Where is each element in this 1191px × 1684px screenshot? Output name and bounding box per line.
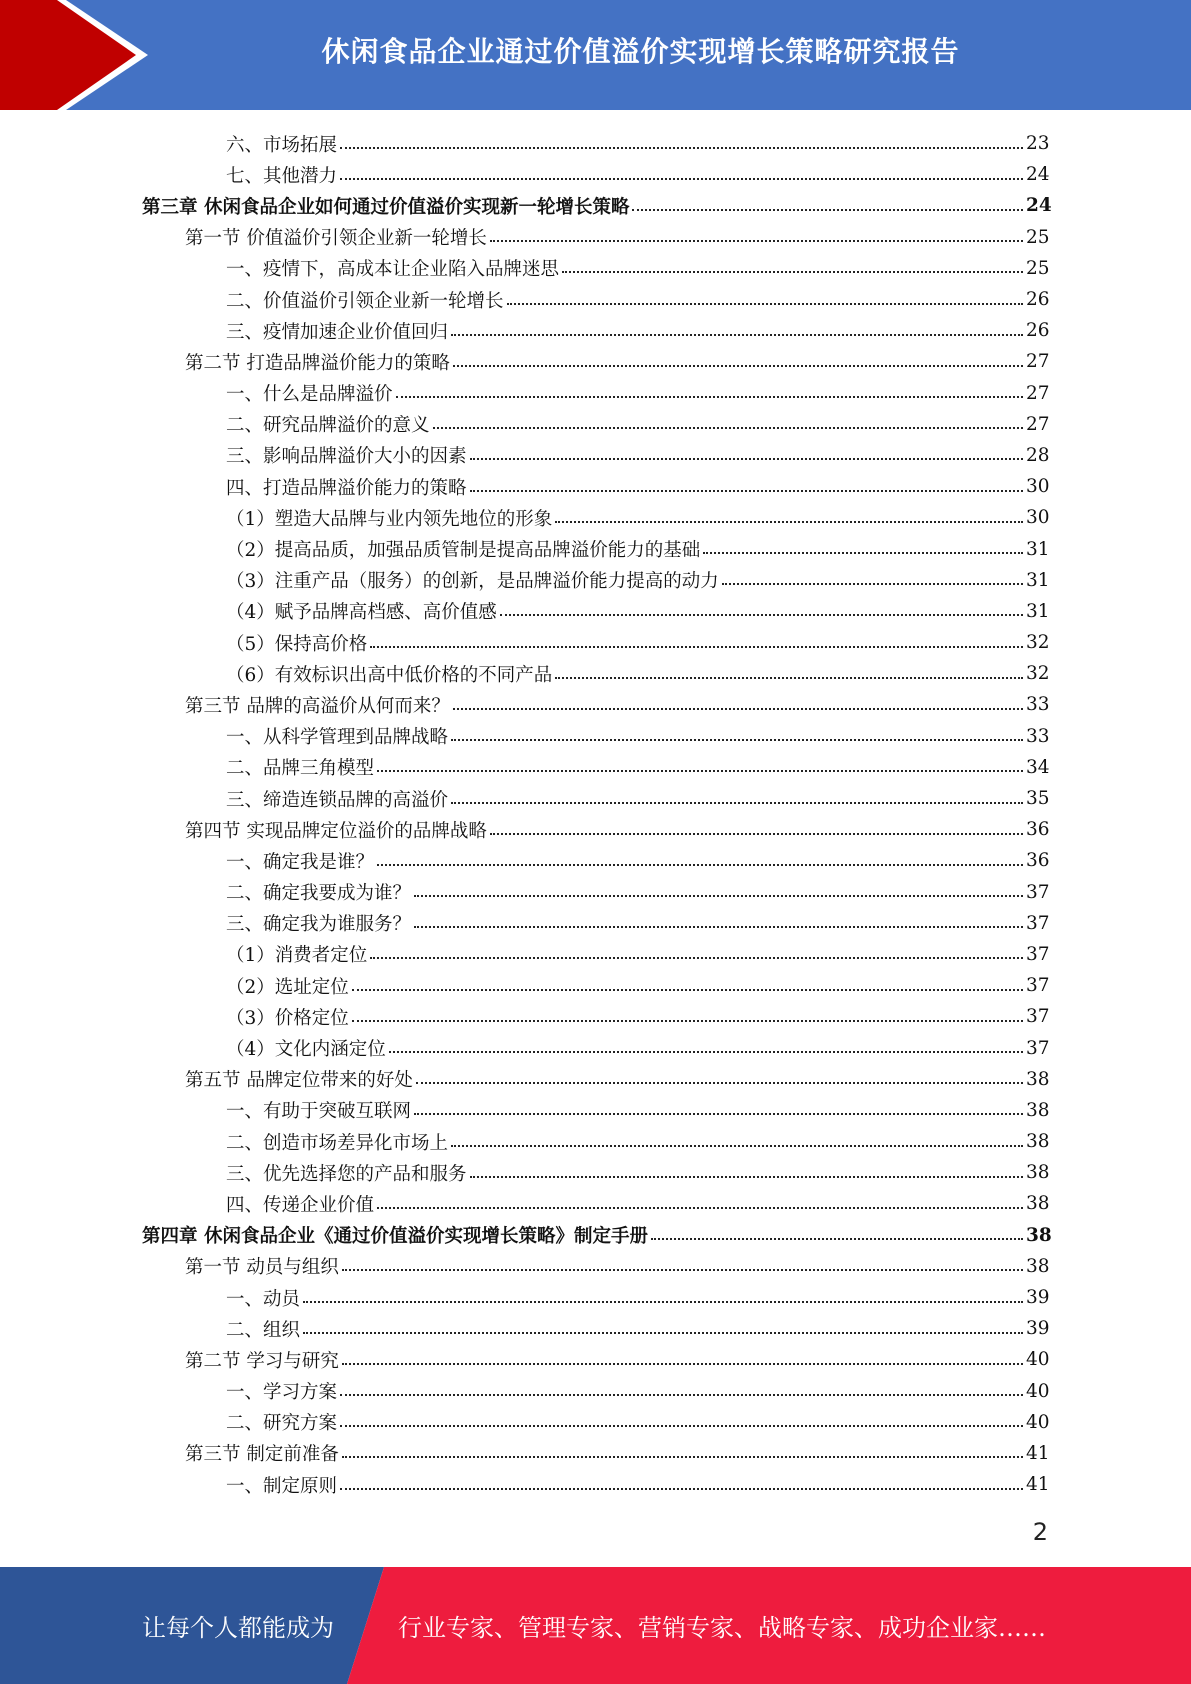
toc-entry-text: 一、有助于突破互联网 xyxy=(226,1101,412,1123)
toc-entry-text: 第一节 价值溢价引领企业新一轮增长 xyxy=(185,228,487,250)
toc-item[interactable] xyxy=(0,970,1191,1001)
table-of-contents xyxy=(0,128,1191,1500)
toc-item[interactable] xyxy=(0,471,1191,502)
toc-item[interactable] xyxy=(0,1032,1191,1063)
toc-section[interactable] xyxy=(0,1438,1191,1469)
toc-page-number: 32 xyxy=(1026,632,1050,654)
toc-item[interactable] xyxy=(0,783,1191,814)
toc-entry-text: 一、学习方案 xyxy=(226,1382,338,1404)
toc-page-number: 37 xyxy=(1026,881,1050,903)
toc-item[interactable] xyxy=(0,128,1191,159)
toc-entry-text: 第二节 打造品牌溢价能力的策略 xyxy=(185,352,450,374)
toc-chapter[interactable] xyxy=(0,1220,1191,1251)
toc-page-number: 38 xyxy=(1026,1068,1050,1090)
toc-page-number: 30 xyxy=(1026,476,1050,498)
toc-leader-dots xyxy=(340,1488,1023,1490)
toc-leader-dots xyxy=(470,1176,1023,1178)
toc-page-number: 40 xyxy=(1026,1411,1050,1433)
toc-page-number: 35 xyxy=(1026,788,1050,810)
toc-page-number: 38 xyxy=(1026,1131,1050,1153)
toc-page-number: 31 xyxy=(1026,569,1050,591)
toc-entry-text: （3）价格定位 xyxy=(226,1007,349,1029)
toc-entry-text: 一、确定我是谁？ xyxy=(226,851,375,873)
toc-section[interactable] xyxy=(0,1344,1191,1375)
toc-entry-text: 第三章 休闲食品企业如何通过价值溢价实现新一轮增长策略 xyxy=(142,196,630,218)
toc-leader-dots xyxy=(340,1425,1023,1427)
toc-entry-text: 四、打造品牌溢价能力的策略 xyxy=(226,477,467,499)
toc-item[interactable] xyxy=(0,1376,1191,1407)
toc-section[interactable] xyxy=(0,1064,1191,1095)
toc-section[interactable] xyxy=(0,814,1191,845)
toc-item[interactable] xyxy=(0,721,1191,752)
toc-item[interactable] xyxy=(0,908,1191,939)
toc-item[interactable] xyxy=(0,1157,1191,1188)
toc-entry-text: （3）注重产品（服务）的创新，是品牌溢价能力提高的动力 xyxy=(226,571,719,593)
toc-leader-dots xyxy=(632,209,1023,211)
toc-leader-dots xyxy=(377,1207,1023,1209)
toc-page-number: 37 xyxy=(1026,943,1050,965)
toc-leader-dots xyxy=(303,1332,1023,1334)
toc-page-number: 25 xyxy=(1026,257,1050,279)
toc-entry-text: （6）有效标识出高中低价格的不同产品 xyxy=(226,664,553,686)
toc-item[interactable] xyxy=(0,1469,1191,1500)
toc-leader-dots xyxy=(414,1113,1023,1115)
toc-entry-text: 第三节 制定前准备 xyxy=(185,1444,339,1466)
toc-page-number: 37 xyxy=(1026,1037,1050,1059)
toc-page-number: 31 xyxy=(1026,600,1050,622)
toc-item[interactable] xyxy=(0,1126,1191,1157)
toc-section[interactable] xyxy=(0,346,1191,377)
toc-page-number: 33 xyxy=(1026,694,1050,716)
toc-leader-dots xyxy=(414,926,1023,928)
toc-entry-text: （1）塑造大品牌与业内领先地位的形象 xyxy=(226,508,553,530)
toc-section[interactable] xyxy=(0,1251,1191,1282)
toc-page-number: 37 xyxy=(1026,975,1050,997)
toc-page-number: 38 xyxy=(1026,1099,1050,1121)
toc-page-number: 30 xyxy=(1026,507,1050,529)
toc-entry-text: （1）消费者定位 xyxy=(226,945,368,967)
toc-page-number: 25 xyxy=(1026,226,1050,248)
toc-page-number: 27 xyxy=(1026,382,1050,404)
toc-item[interactable] xyxy=(0,378,1191,409)
toc-entry-text: 三、确定我为谁服务？ xyxy=(226,914,412,936)
toc-page-number: 41 xyxy=(1026,1474,1050,1496)
toc-leader-dots xyxy=(342,1363,1023,1365)
toc-page-number: 38 xyxy=(1026,1193,1050,1215)
toc-entry-text: （4）文化内涵定位 xyxy=(226,1039,386,1061)
toc-leader-dots xyxy=(389,1051,1023,1053)
toc-leader-dots xyxy=(490,833,1023,835)
toc-entry-text: 四、传递企业价值 xyxy=(226,1194,375,1216)
toc-page-number: 28 xyxy=(1026,444,1050,466)
toc-item[interactable] xyxy=(0,284,1191,315)
toc-item[interactable] xyxy=(0,1188,1191,1219)
toc-leader-dots xyxy=(555,521,1023,523)
toc-leader-dots xyxy=(303,1301,1023,1303)
toc-page-number: 23 xyxy=(1026,133,1050,155)
toc-entry-text: 第四节 实现品牌定位溢价的品牌战略 xyxy=(185,820,487,842)
toc-entry-text: 六、市场拓展 xyxy=(226,134,338,156)
toc-page-number: 27 xyxy=(1026,413,1050,435)
toc-entry-text: 二、价值溢价引领企业新一轮增长 xyxy=(226,290,504,312)
toc-entry-text: 一、制定原则 xyxy=(226,1475,338,1497)
toc-item[interactable] xyxy=(0,1313,1191,1344)
toc-leader-dots xyxy=(451,802,1023,804)
toc-entry-text: 七、其他潜力 xyxy=(226,165,338,187)
toc-entry-text: （2）提高品质，加强品质管制是提高品牌溢价能力的基础 xyxy=(226,540,701,562)
toc-entry-text: 三、影响品牌溢价大小的因素 xyxy=(226,446,467,468)
toc-entry-text: 一、什么是品牌溢价 xyxy=(226,384,393,406)
page-footer xyxy=(0,1567,1191,1684)
toc-item[interactable] xyxy=(0,159,1191,190)
toc-item[interactable] xyxy=(0,939,1191,970)
toc-page-number: 26 xyxy=(1026,320,1050,342)
toc-item[interactable] xyxy=(0,409,1191,440)
toc-item[interactable] xyxy=(0,752,1191,783)
toc-page-number: 33 xyxy=(1026,725,1050,747)
toc-leader-dots xyxy=(377,770,1023,772)
toc-leader-dots xyxy=(416,1082,1023,1084)
toc-leader-dots xyxy=(470,458,1023,460)
toc-leader-dots xyxy=(370,646,1023,648)
toc-leader-dots xyxy=(342,1456,1023,1458)
toc-leader-dots xyxy=(433,427,1023,429)
toc-entry-text: 一、从科学管理到品牌战略 xyxy=(226,727,449,749)
toc-entry-text: 第三节 品牌的高溢价从何而来？ xyxy=(185,695,450,717)
toc-item[interactable] xyxy=(0,1407,1191,1438)
toc-entry-text: 第五节 品牌定位带来的好处 xyxy=(185,1070,413,1092)
toc-entry-text: 二、组织 xyxy=(226,1319,301,1341)
toc-leader-dots xyxy=(340,1394,1023,1396)
toc-leader-dots xyxy=(500,614,1023,616)
toc-page-number: 34 xyxy=(1026,756,1050,778)
toc-entry-text: 三、缔造连锁品牌的高溢价 xyxy=(226,789,449,811)
toc-leader-dots xyxy=(396,396,1023,398)
toc-leader-dots xyxy=(370,957,1023,959)
toc-leader-dots xyxy=(342,1269,1023,1271)
toc-leader-dots xyxy=(703,552,1023,554)
toc-page-number: 31 xyxy=(1026,538,1050,560)
toc-item[interactable] xyxy=(0,845,1191,876)
toc-leader-dots xyxy=(470,490,1023,492)
toc-page-number: 40 xyxy=(1026,1349,1050,1371)
toc-item[interactable] xyxy=(0,502,1191,533)
toc-entry-text: 三、疫情加速企业价值回归 xyxy=(226,321,449,343)
page-number: 2 xyxy=(1032,1518,1048,1546)
toc-leader-dots xyxy=(555,677,1023,679)
toc-page-number: 38 xyxy=(1026,1255,1050,1277)
toc-item[interactable] xyxy=(0,658,1191,689)
toc-page-number: 39 xyxy=(1026,1287,1050,1309)
toc-leader-dots xyxy=(451,739,1023,741)
toc-item[interactable] xyxy=(0,1282,1191,1313)
toc-entry-text: 第二节 学习与研究 xyxy=(185,1350,339,1372)
toc-item[interactable] xyxy=(0,1001,1191,1032)
toc-entry-text: 三、优先选择您的产品和服务 xyxy=(226,1163,467,1185)
footer-slogan-left: 让每个人都能成为 xyxy=(142,1614,334,1642)
toc-leader-dots xyxy=(507,303,1023,305)
toc-leader-dots xyxy=(451,334,1023,336)
toc-leader-dots xyxy=(453,365,1023,367)
header-corner-arrow xyxy=(0,0,160,110)
toc-leader-dots xyxy=(340,178,1023,180)
page-header xyxy=(0,0,1191,110)
toc-entry-text: 二、研究品牌溢价的意义 xyxy=(226,415,430,437)
toc-leader-dots xyxy=(490,240,1023,242)
toc-page-number: 24 xyxy=(1026,164,1050,186)
toc-leader-dots xyxy=(722,583,1023,585)
toc-entry-text: 二、创造市场差异化市场上 xyxy=(226,1132,449,1154)
toc-page-number: 39 xyxy=(1026,1318,1050,1340)
toc-leader-dots xyxy=(651,1238,1023,1240)
toc-leader-dots xyxy=(340,147,1023,149)
toc-page-number: 36 xyxy=(1026,850,1050,872)
toc-item[interactable] xyxy=(0,440,1191,471)
toc-page-number: 32 xyxy=(1026,663,1050,685)
toc-page-number: 24 xyxy=(1026,195,1052,217)
toc-item[interactable] xyxy=(0,596,1191,627)
toc-page-number: 41 xyxy=(1026,1442,1050,1464)
toc-page-number: 26 xyxy=(1026,289,1050,311)
toc-entry-text: 第一节 动员与组织 xyxy=(185,1257,339,1279)
toc-page-number: 36 xyxy=(1026,819,1050,841)
toc-item[interactable] xyxy=(0,877,1191,908)
toc-leader-dots xyxy=(352,989,1023,991)
toc-item[interactable] xyxy=(0,315,1191,346)
toc-page-number: 38 xyxy=(1026,1224,1052,1246)
toc-section[interactable] xyxy=(0,689,1191,720)
toc-leader-dots xyxy=(377,864,1023,866)
toc-page-number: 40 xyxy=(1026,1380,1050,1402)
toc-item[interactable] xyxy=(0,533,1191,564)
toc-entry-text: 二、研究方案 xyxy=(226,1413,338,1435)
toc-leader-dots xyxy=(414,895,1023,897)
footer-slogan-right: 行业专家、管理专家、营销专家、战略专家、成功企业家…… xyxy=(398,1614,1046,1642)
toc-leader-dots xyxy=(352,1020,1023,1022)
toc-item[interactable] xyxy=(0,565,1191,596)
toc-item[interactable] xyxy=(0,253,1191,284)
toc-entry-text: 一、动员 xyxy=(226,1288,301,1310)
toc-entry-text: （2）选址定位 xyxy=(226,976,349,998)
report-title: 休闲食品企业通过价值溢价实现增长策略研究报告 xyxy=(321,35,960,68)
toc-entry-text: 二、确定我要成为谁？ xyxy=(226,883,412,905)
toc-page-number: 38 xyxy=(1026,1162,1050,1184)
toc-page-number: 37 xyxy=(1026,912,1050,934)
toc-chapter[interactable] xyxy=(0,190,1191,221)
toc-leader-dots xyxy=(451,1145,1023,1147)
toc-item[interactable] xyxy=(0,1095,1191,1126)
toc-entry-text: 一、疫情下，高成本让企业陷入品牌迷思 xyxy=(226,259,560,281)
toc-section[interactable] xyxy=(0,222,1191,253)
toc-entry-text: （4）赋予品牌高档感、高价值感 xyxy=(226,602,497,624)
toc-leader-dots xyxy=(562,271,1023,273)
toc-page-number: 27 xyxy=(1026,351,1050,373)
toc-entry-text: 二、品牌三角模型 xyxy=(226,758,375,780)
toc-leader-dots xyxy=(453,708,1023,710)
toc-entry-text: 第四章 休闲食品企业《通过价值溢价实现增长策略》制定手册 xyxy=(142,1226,648,1248)
toc-page-number: 37 xyxy=(1026,1006,1050,1028)
toc-entry-text: （5）保持高价格 xyxy=(226,633,368,655)
toc-item[interactable] xyxy=(0,627,1191,658)
